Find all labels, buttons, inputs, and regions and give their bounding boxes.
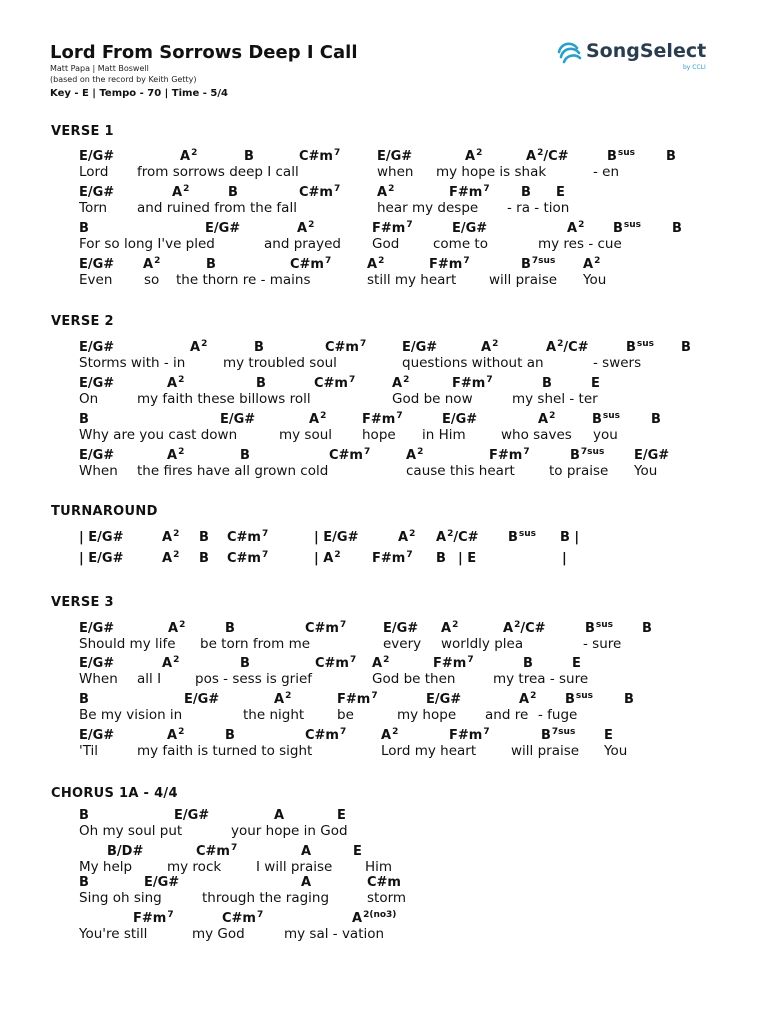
lyric: in Him — [422, 427, 466, 443]
chord: B | — [560, 530, 580, 545]
lyric: Storms with - in — [79, 355, 186, 371]
chord: E/G# — [79, 257, 115, 272]
chord: $A^2$ — [398, 529, 416, 545]
chord: $C\#m^7$ — [227, 550, 269, 566]
chord: $B^{sus}$ — [613, 220, 642, 236]
chord: $A^2/C\#$ — [436, 529, 479, 545]
chord: $F\#m^7$ — [372, 220, 413, 236]
section-label: CHORUS 1A - 4/4 — [51, 786, 178, 801]
chord: $A^2$ — [567, 220, 585, 236]
chord: E — [353, 844, 362, 859]
lyric: who saves — [501, 427, 572, 443]
chord: $A^2$ — [392, 375, 410, 391]
chord: B — [79, 875, 89, 890]
lyric: be — [337, 707, 354, 723]
lyric: come to — [433, 236, 488, 252]
chord: $C\#m^7$ — [196, 843, 238, 859]
chord: $A^2$ — [172, 184, 190, 200]
chord: $F\#m^7$ — [449, 184, 490, 200]
chord: $A^2$ — [162, 655, 180, 671]
chord: $F\#m^7$ — [372, 550, 413, 566]
lyric: from sorrows deep I call — [137, 164, 299, 180]
song-authors: Matt Papa | Matt Boswell — [50, 64, 149, 73]
lyric: - fuge — [538, 707, 578, 723]
lyric: my sal - vation — [284, 926, 385, 942]
chord: E/G# — [79, 340, 115, 355]
chord: E/G# — [79, 621, 115, 636]
chord: E/G# — [144, 875, 180, 890]
chord: $B^{sus}$ — [592, 411, 621, 427]
chord: E/G# — [426, 692, 462, 707]
lyric: the thorn re - mains — [176, 272, 311, 288]
section-label: TURNAROUND — [51, 504, 158, 519]
lyric: Oh my soul put — [79, 823, 183, 839]
chord: B — [672, 221, 682, 236]
chord: B — [79, 221, 89, 236]
chord: E/G# — [402, 340, 438, 355]
chord: E — [556, 185, 565, 200]
lyric: Torn — [79, 200, 108, 216]
chord: B — [244, 149, 254, 164]
chord: E — [337, 808, 346, 823]
lyric: cause this heart — [406, 463, 515, 479]
chord: E/G# — [79, 376, 115, 391]
chord: B — [254, 340, 264, 355]
lyric: For so long I've pled — [79, 236, 215, 252]
lyric: Should my life — [79, 636, 176, 652]
lyric: Be my vision in — [79, 707, 183, 723]
chord: A — [301, 875, 312, 890]
chord: B — [199, 551, 209, 566]
chord: $F\#m^7$ — [429, 256, 470, 272]
chord: $B^{7sus}$ — [521, 256, 556, 272]
lyric: 'Til — [79, 743, 99, 759]
chord: B — [79, 412, 89, 427]
chord: | $A^2$ — [314, 550, 341, 566]
chord: $A^2$ — [367, 256, 385, 272]
chord: B — [225, 728, 235, 743]
lyric: every — [383, 636, 422, 652]
chord: $A^{2(no3)}$ — [352, 910, 397, 926]
lyric: you — [593, 427, 618, 443]
chord: $A^2$ — [481, 339, 499, 355]
lyric: my troubled soul — [223, 355, 337, 371]
section-label: VERSE 2 — [51, 314, 114, 329]
chord: B — [79, 808, 89, 823]
chord: $C\#m^7$ — [222, 910, 264, 926]
lyric: and ruined from the fall — [137, 200, 297, 216]
chord: E/G# — [79, 656, 115, 671]
chord: B — [651, 412, 661, 427]
chord: E — [572, 656, 581, 671]
lyric: will praise — [489, 272, 558, 288]
lyric: - ra - tion — [507, 200, 570, 216]
song-title: Lord From Sorrows Deep I Call — [50, 42, 358, 63]
lyric: all I — [137, 671, 162, 687]
lyric: My help — [79, 859, 133, 875]
chord: $C\#m^7$ — [305, 727, 347, 743]
chord: $A^2$ — [583, 256, 601, 272]
lyric: I will praise — [256, 859, 333, 875]
lyric: - sure — [583, 636, 622, 652]
chord: $A^2$ — [162, 550, 180, 566]
chord: $B^{7sus}$ — [570, 447, 605, 463]
lyric: Why are you cast down — [79, 427, 238, 443]
lyric: my God — [192, 926, 245, 942]
chord: B — [523, 656, 533, 671]
lyric: questions without an — [402, 355, 544, 371]
lyric: God — [372, 236, 400, 252]
chord: $C\#m^7$ — [325, 339, 367, 355]
chord: $A^2$ — [441, 620, 459, 636]
chord: E/G# — [205, 221, 241, 236]
chord: $B^{sus}$ — [508, 529, 537, 545]
chord: B — [681, 340, 691, 355]
lyric: your hope in God — [231, 823, 348, 839]
lyric: and re — [485, 707, 529, 723]
chord: $A^2$ — [309, 411, 327, 427]
lyric: hear my despe — [377, 200, 479, 216]
lyric: my hope — [397, 707, 457, 723]
chord: E/G# — [79, 185, 115, 200]
chord: $C\#m^7$ — [299, 148, 341, 164]
chord: $A^2$ — [465, 148, 483, 164]
chord: $A^2$ — [519, 691, 537, 707]
chord: $A^2$ — [274, 691, 292, 707]
chord: $C\#m^7$ — [299, 184, 341, 200]
chord: E/G# — [184, 692, 220, 707]
chord: $A^2/C\#$ — [503, 620, 546, 636]
chord: $A^2$ — [406, 447, 424, 463]
lyric: be torn from me — [200, 636, 311, 652]
song-key-tempo-time: Key - E | Tempo - 70 | Time - 5/4 — [50, 88, 228, 99]
lyric: You — [604, 743, 628, 759]
chord: $A^2$ — [167, 727, 185, 743]
chord: | E/G# — [314, 530, 359, 545]
lyric: storm — [367, 890, 407, 906]
chord: B — [225, 621, 235, 636]
lyric: will praise — [511, 743, 580, 759]
chord: $C\#m^7$ — [315, 655, 357, 671]
lyric: - swers — [593, 355, 642, 371]
chord: E/G# — [220, 412, 256, 427]
chord: $F\#m^7$ — [337, 691, 378, 707]
chord: $C\#m^7$ — [227, 529, 269, 545]
chord: $A^2$ — [143, 256, 161, 272]
chord: $A^2$ — [180, 148, 198, 164]
chord: A — [301, 844, 312, 859]
chord: B — [206, 257, 216, 272]
chord: B — [199, 530, 209, 545]
chord: E/G# — [442, 412, 478, 427]
chord: $C\#m^7$ — [290, 256, 332, 272]
chord: | E/G# — [79, 530, 124, 545]
lyric: still my heart — [367, 272, 457, 288]
chord: $A^2/C\#$ — [526, 148, 569, 164]
lyric: and prayed — [264, 236, 341, 252]
chord: $B^{sus}$ — [626, 339, 655, 355]
lyric: You — [634, 463, 658, 479]
lyric: my faith is turned to sight — [137, 743, 313, 759]
chord: E/G# — [634, 448, 670, 463]
chord: E — [591, 376, 600, 391]
chord: B — [542, 376, 552, 391]
chord: $F\#m^7$ — [433, 655, 474, 671]
chord: B — [521, 185, 531, 200]
chord: $A^2$ — [538, 411, 556, 427]
lyric: hope — [362, 427, 396, 443]
chord: B — [624, 692, 634, 707]
chord: E/G# — [174, 808, 210, 823]
chord: E/G# — [79, 448, 115, 463]
chord: $F\#m^7$ — [362, 411, 403, 427]
lyric: so — [144, 272, 160, 288]
lyric: my res - cue — [538, 236, 622, 252]
lyric: to praise — [549, 463, 609, 479]
chord: B — [642, 621, 652, 636]
lyric: when — [377, 164, 414, 180]
song-based-on: (based on the record by Keith Getty) — [50, 75, 197, 84]
lyric: my shel - ter — [512, 391, 598, 407]
chord: $A^2$ — [167, 447, 185, 463]
chord: $F\#m^7$ — [452, 375, 493, 391]
lyric: Him — [365, 859, 393, 875]
lyric: When — [79, 671, 118, 687]
lyric: When — [79, 463, 118, 479]
chord: E/G# — [383, 621, 419, 636]
lyric: You — [583, 272, 607, 288]
lyric: God be now — [392, 391, 473, 407]
chord: $B^{sus}$ — [607, 148, 636, 164]
chord: $A^2$ — [372, 655, 390, 671]
songselect-logo — [556, 38, 716, 74]
chord: C#m — [367, 875, 401, 890]
chord: | E/G# — [79, 551, 124, 566]
chord: $F\#m^7$ — [489, 447, 530, 463]
section-label: VERSE 3 — [51, 595, 114, 610]
lyric: my rock — [167, 859, 222, 875]
chord: B — [256, 376, 266, 391]
chord: B — [436, 551, 446, 566]
chord: $F\#m^7$ — [449, 727, 490, 743]
lyric: the fires have all grown cold — [137, 463, 329, 479]
songselect-logo-text: SongSelect — [586, 40, 707, 62]
chord: $A^2$ — [297, 220, 315, 236]
lyric: Lord — [79, 164, 109, 180]
lyric: Even — [79, 272, 113, 288]
songselect-logo-icon — [556, 40, 582, 66]
chord: $C\#m^7$ — [305, 620, 347, 636]
lyric: - en — [593, 164, 620, 180]
lyric: worldly plea — [441, 636, 524, 652]
chord: $A^2/C\#$ — [546, 339, 589, 355]
chord: E/G# — [452, 221, 488, 236]
chord: A — [274, 808, 285, 823]
lyric: my hope is shak — [436, 164, 547, 180]
chord: $B^{7sus}$ — [541, 727, 576, 743]
chord: | E — [458, 551, 477, 566]
chord: $A^2$ — [162, 529, 180, 545]
chord: B — [240, 448, 250, 463]
lyric: God be then — [372, 671, 456, 687]
chord: B/D# — [107, 844, 144, 859]
chord: E/G# — [377, 149, 413, 164]
chord: B — [240, 656, 250, 671]
lyric: through the raging — [202, 890, 330, 906]
chord: $A^2$ — [168, 620, 186, 636]
lyric: the night — [243, 707, 305, 723]
lyric: my faith these billows roll — [137, 391, 311, 407]
lyric: my trea - sure — [493, 671, 589, 687]
lyric: Sing oh sing — [79, 890, 162, 906]
chord: $B^{sus}$ — [565, 691, 594, 707]
chord: $F\#m^7$ — [133, 910, 174, 926]
chord: B — [79, 692, 89, 707]
chord: $A^2$ — [167, 375, 185, 391]
chord: $C\#m^7$ — [329, 447, 371, 463]
chord: E/G# — [79, 728, 115, 743]
chord: E/G# — [79, 149, 115, 164]
lyric: On — [79, 391, 99, 407]
chord: | — [562, 551, 567, 566]
chord: E — [604, 728, 613, 743]
chord: B — [228, 185, 238, 200]
lyric: pos - sess is grief — [195, 671, 313, 687]
chord: $A^2$ — [377, 184, 395, 200]
lyric: Lord my heart — [381, 743, 477, 759]
chord: B — [666, 149, 676, 164]
chord: $B^{sus}$ — [585, 620, 614, 636]
chord: $A^2$ — [381, 727, 399, 743]
section-label: VERSE 1 — [51, 124, 114, 139]
songselect-logo-sub: by CCLI — [683, 64, 706, 71]
chord: $C\#m^7$ — [314, 375, 356, 391]
lyric: You're still — [79, 926, 148, 942]
lyric: my soul — [279, 427, 333, 443]
chord: $A^2$ — [190, 339, 208, 355]
